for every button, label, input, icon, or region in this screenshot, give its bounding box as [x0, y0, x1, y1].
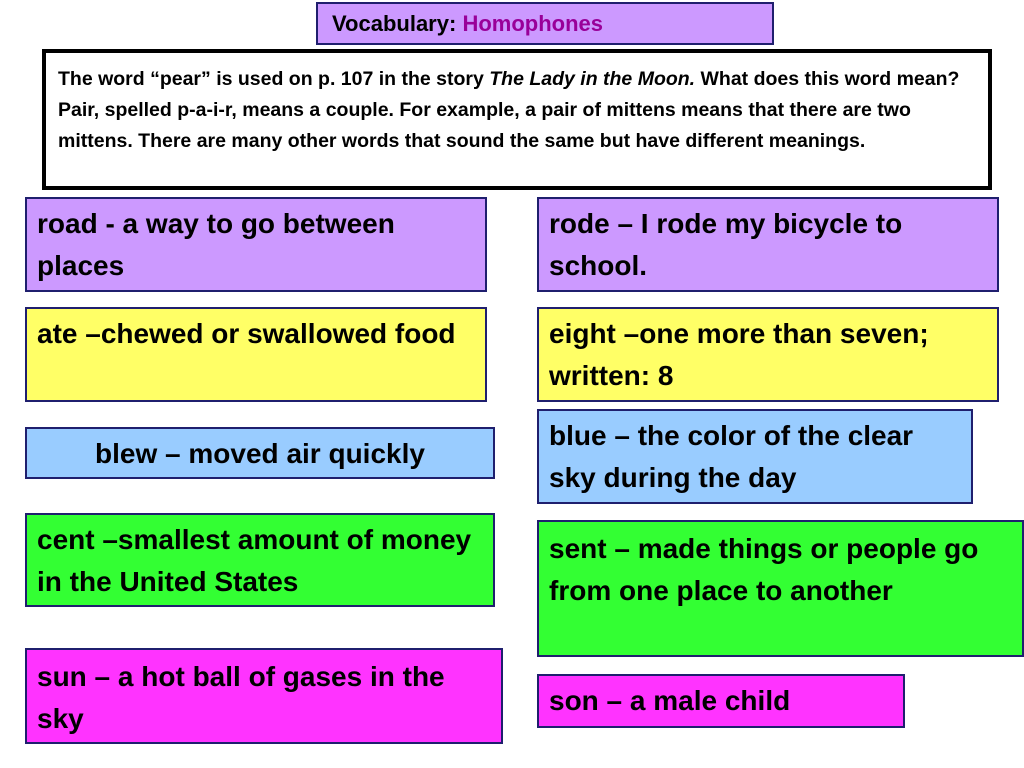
card-blue: blue – the color of the clear sky during the day	[537, 409, 973, 504]
intro-text-before: The word “pear” is used on p. 107 in the story	[58, 68, 490, 90]
slide-title	[316, 2, 774, 45]
card-ate: ate –chewed or swallowed food	[25, 307, 487, 402]
intro-textbox	[42, 49, 992, 190]
card-sent: sent – made things or people go from one place to another	[537, 520, 1024, 657]
title-topic: Homophones	[462, 11, 603, 36]
card-road: road - a way to go between places	[25, 197, 487, 292]
card-eight: eight –one more than seven; written: 8	[537, 307, 999, 402]
story-title: The Lady in the Moon.	[489, 68, 696, 90]
card-cent: cent –smallest amount of money in the United States	[25, 513, 495, 607]
card-sun: sun – a hot ball of gases in the sky	[25, 648, 503, 744]
card-blew: blew – moved air quickly	[25, 427, 495, 479]
intro-text-after: What does this word mean? Pair, spelled p-a-i-r, means a couple. For example, a pair of mittens means that there are two mittens. There are many other words that sound the same but have different meanings.	[58, 68, 960, 152]
card-rode: rode – I rode my bicycle to school.	[537, 197, 999, 292]
title-label: Vocabulary:	[332, 11, 457, 36]
card-son: son – a male child	[537, 674, 905, 728]
